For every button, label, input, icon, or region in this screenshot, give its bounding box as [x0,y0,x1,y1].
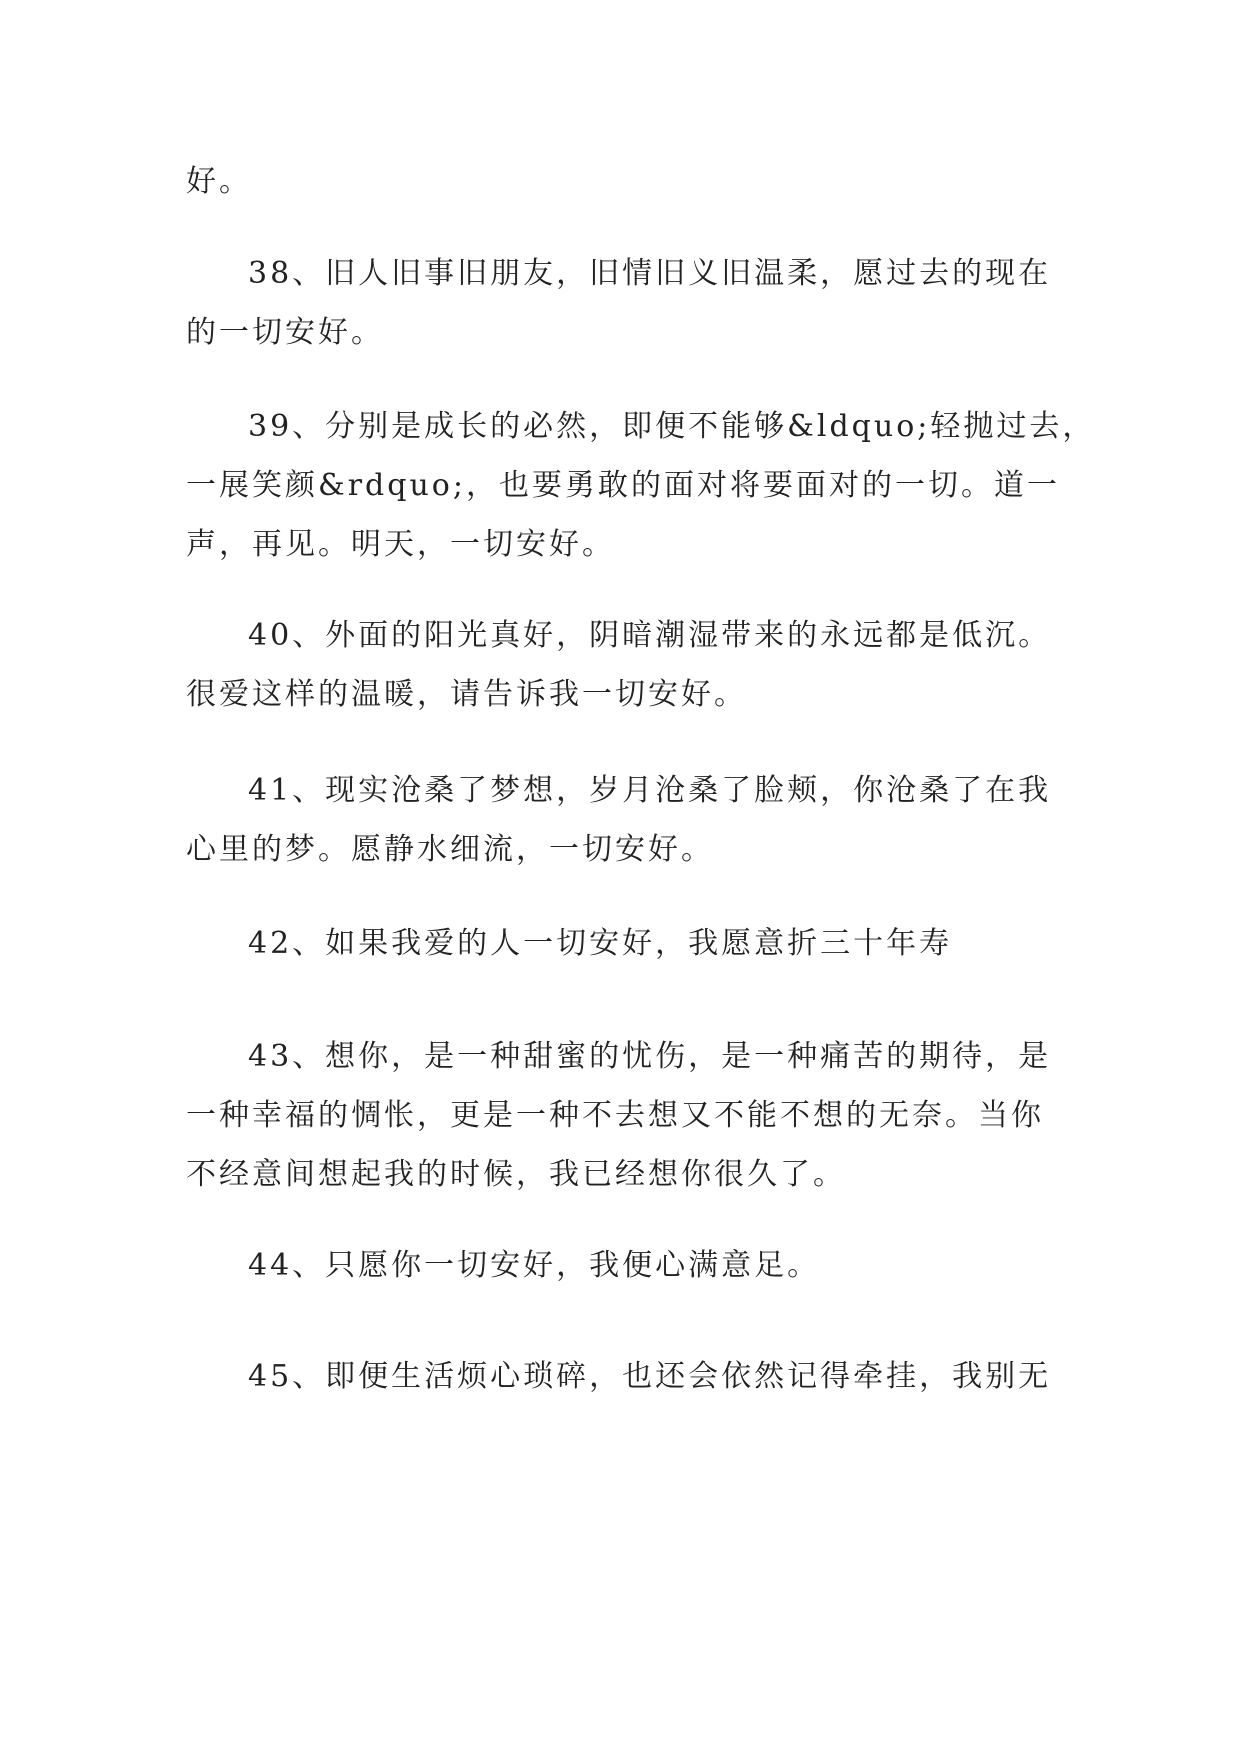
paragraph-continuation [186,152,1066,211]
paragraph-39 [186,397,1096,574]
text-line: 38、旧人旧事旧朋友，旧情旧义旧温柔，愿过去的现在 [248,256,1052,291]
text-line: 44、只愿你一切安好，我便心满意足。 [248,1248,821,1283]
text-line: 43、想你，是一种甜蜜的忧伤，是一种痛苦的期待，是 [248,1039,1052,1074]
text-line: 一种幸福的惆怅，更是一种不去想又不能不想的无奈。当你 [186,1098,1044,1133]
text-line: 一展笑颜&rdquo;，也要勇敢的面对将要面对的一切。道一 [186,468,1060,503]
text-line: 的一切安好。 [186,315,384,350]
paragraph-41 [186,761,1066,879]
paragraph-44 [186,1236,1066,1295]
text-line: 心里的梦。愿静水细流，一切安好。 [186,832,714,867]
text-line: 不经意间想起我的时候，我已经想你很久了。 [186,1157,846,1192]
text-line: 39、分别是成长的必然，即便不能够&ldquo;轻抛过去， [248,409,1096,444]
paragraph-43 [186,1027,1066,1204]
text-line: 41、现实沧桑了梦想，岁月沧桑了脸颊，你沧桑了在我 [248,773,1052,808]
text-line: 45、即便生活烦心琐碎，也还会依然记得牵挂，我别无 [248,1359,1052,1394]
paragraph-45 [186,1347,1066,1406]
paragraph-42 [186,914,1066,973]
text-line: 42、如果我爱的人一切安好，我愿意折三十年寿 [248,926,953,961]
text-line: 40、外面的阳光真好，阴暗潮湿带来的永远都是低沉。 [248,618,1052,653]
text-line: 很爱这样的温暖，请告诉我一切安好。 [186,677,747,712]
text-line: 好。 [186,164,252,199]
paragraph-38 [186,244,1066,362]
text-line: 声，再见。明天，一切安好。 [186,527,615,562]
paragraph-40 [186,606,1066,724]
